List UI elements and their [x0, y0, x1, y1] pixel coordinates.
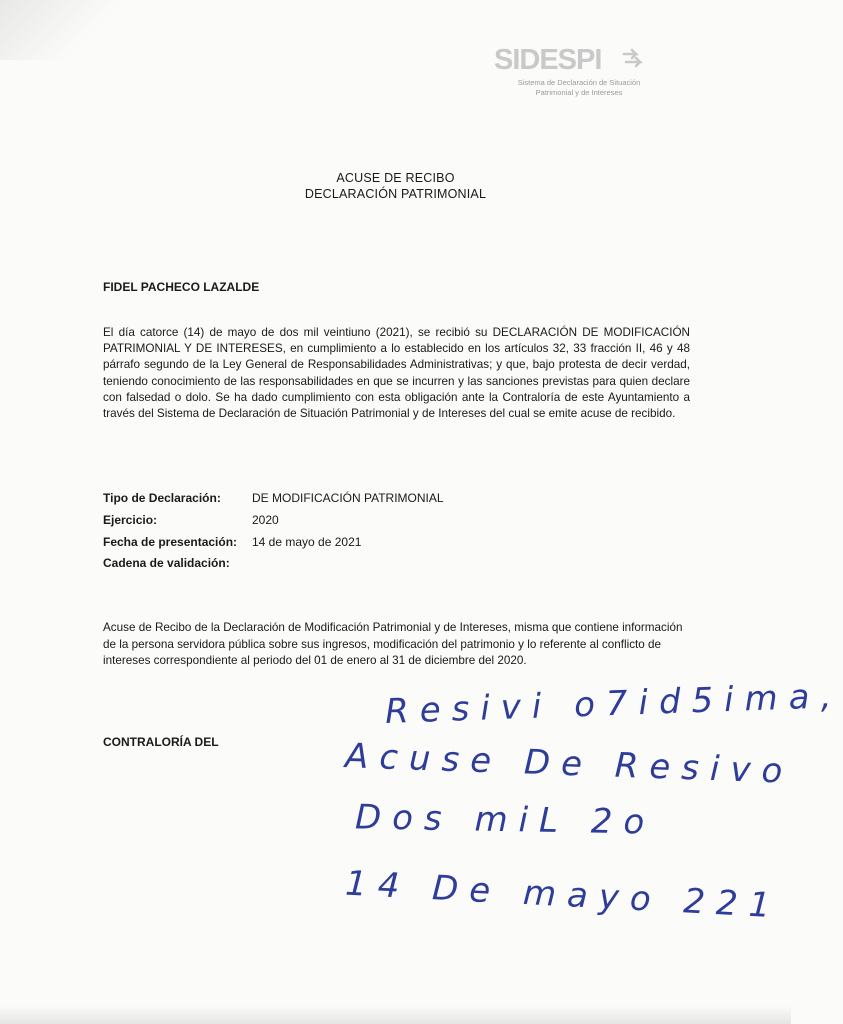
logo-subtitle-line1: Sistema de Declaración de Situación	[517, 78, 641, 87]
field-label-ejercicio: Ejercicio:	[103, 513, 158, 527]
field-value-tipo: DE MODIFICACIÓN PATRIMONIAL	[252, 491, 444, 505]
field-label-tipo: Tipo de Declaración:	[103, 491, 221, 505]
footer-paragraph: Acuse de Recibo de la Declaración de Modificación Patrimonial y de Intereses, misma que contiene información de la persona servidora pública sobre sus ingresos, modificación del patrimonio y lo referente al conflicto de intereses correspondiente al periodo del 01 de enero al 31 de diciembre del 2020.	[103, 621, 683, 667]
body-text-part1: El día catorce (14) de mayo de dos mil veintiuno (2021), se recibió su	[103, 326, 493, 339]
signature-block: CONTRALORÍA DEL	[103, 735, 219, 749]
field-value-fecha: 14 de mayo de 2021	[252, 535, 362, 549]
handwritten-line-4: 14 De mayo 221	[344, 863, 783, 927]
handwritten-line-1: Resivi o7id5ima,	[384, 676, 843, 732]
sidespi-logo	[494, 44, 664, 100]
arrow-icon	[622, 46, 646, 70]
handwritten-note	[335, 670, 843, 940]
scan-shadow	[0, 0, 120, 60]
body-paragraph	[103, 325, 690, 422]
handwritten-line-2: Acuse De Resivo	[344, 736, 795, 792]
document-subtitle: DECLARACIÓN PATRIMONIAL	[304, 187, 487, 201]
declarant-name: FIDEL PACHECO LAZALDE	[103, 280, 260, 294]
body-text-declaration-type: DECLARACIÓN DE MODIFICACIÓN PATRIMONIAL Y DE INTERESES	[103, 326, 690, 356]
handwritten-line-3: Dos miL 2o	[354, 797, 656, 843]
document-title: ACUSE DE RECIBO	[336, 171, 455, 185]
field-label-cadena: Cadena de validación:	[103, 556, 230, 570]
logo-wordmark: SIDESPI	[494, 44, 602, 76]
logo-subtitle-line2: Patrimonial y de Intereses	[535, 88, 623, 97]
field-value-ejercicio: 2020	[252, 513, 279, 527]
body-text-part3: , en cumplimiento a lo establecido en los artículos 32, 33 fracción II, 46 y 48 párrafo segundo de la Ley General de Responsabilidades Administrativas; y que, bajo protesta de decir verdad, teniendo conocimiento de las responsabilidades en que se incurren y las sanciones previstas para quien declare con falsedad o dolo. Se ha dado cumplimiento con esta obligación ante la Contraloría de este Ayuntamiento a través del Sistema de Declaración de Situación Patrimonial y de Intereses del cual se emite acuse de recibido.	[103, 342, 690, 421]
field-label-fecha: Fecha de presentación:	[103, 535, 238, 549]
scan-bottom-edge	[0, 1006, 791, 1024]
